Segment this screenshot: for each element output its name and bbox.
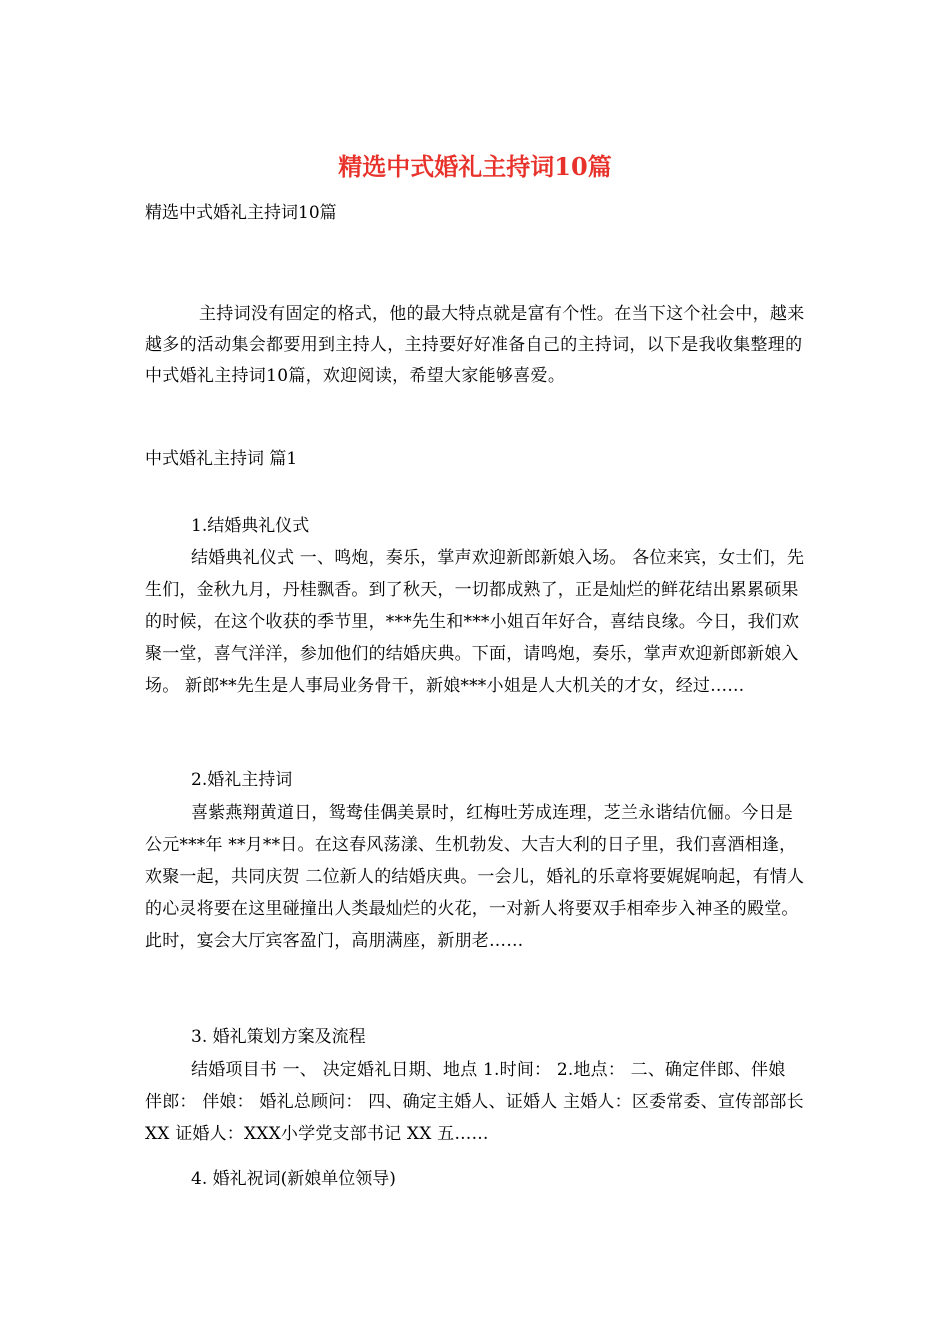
item-heading-1: 1.结婚典礼仪式 <box>191 516 310 536</box>
intro-paragraph: 主持词没有固定的格式，他的最大特点就是富有个性。在当下这个社会中，越来越多的活动集会都要用到主持人，主持要好好准备自己的主持词，以下是我收集整理的中式婚礼主持词10篇，欢迎阅读，希望大家能够喜爱。 <box>145 304 805 386</box>
item-heading-2: 2.婚礼主持词 <box>191 770 293 790</box>
item-body-2: 喜紫燕翔黄道日，鸳鸯佳偶美景时，红梅吐芳成连理，芝兰永谐结伉俪。今日是公元***年 **月**日。在这春风荡漾、生机勃发、大吉大利的日子里，我们喜酒相逢，欢聚一起，共同庆贺 二位新人的结婚庆典。一会儿，婚礼的乐章将要娓娓响起，有情人的心灵将要在这里碰撞出人类最灿烂的火花，一对新人将要双手相牵步入神圣的殿堂。此时，宴会大厅宾客盈门，高朋满座，新朋老…… <box>145 803 805 951</box>
item-heading-4: 4. 婚礼祝词(新娘单位领导) <box>191 1169 396 1189</box>
item-heading-3: 3. 婚礼策划方案及流程 <box>191 1027 366 1047</box>
section-heading: 中式婚礼主持词 篇1 <box>145 449 298 469</box>
item-body-1: 结婚典礼仪式 一、鸣炮，奏乐，掌声欢迎新郎新娘入场。 各位来宾，女士们，先生们，金秋九月，丹桂飘香。到了秋天，一切都成熟了，正是灿烂的鲜花结出累累硕果的时候，在这个收获的季节里，***先生和***小姐百年好合，喜结良缘。今日，我们欢聚一堂，喜气洋洋，参加他们的结婚庆典。下面，请鸣炮，奏乐，掌声欢迎新郎新娘入场。 新郎**先生是人事局业务骨干，新娘***小姐是人大机关的才女，经过…… <box>145 548 805 696</box>
document-subtitle: 精选中式婚礼主持词10篇 <box>145 203 337 223</box>
item-body-3: 结婚项目书 一、 决定婚礼日期、地点 1.时间： 2.地点： 二、确定伴郎、伴娘 伴郎： 伴娘： 婚礼总顾问： 四、确定主婚人、证婚人 主婚人：区委常委、宣传部部长 XX 证婚人：XXX小学党支部书记 XX 五…… <box>145 1060 804 1144</box>
document-title: 精选中式婚礼主持词10篇 <box>338 152 612 181</box>
